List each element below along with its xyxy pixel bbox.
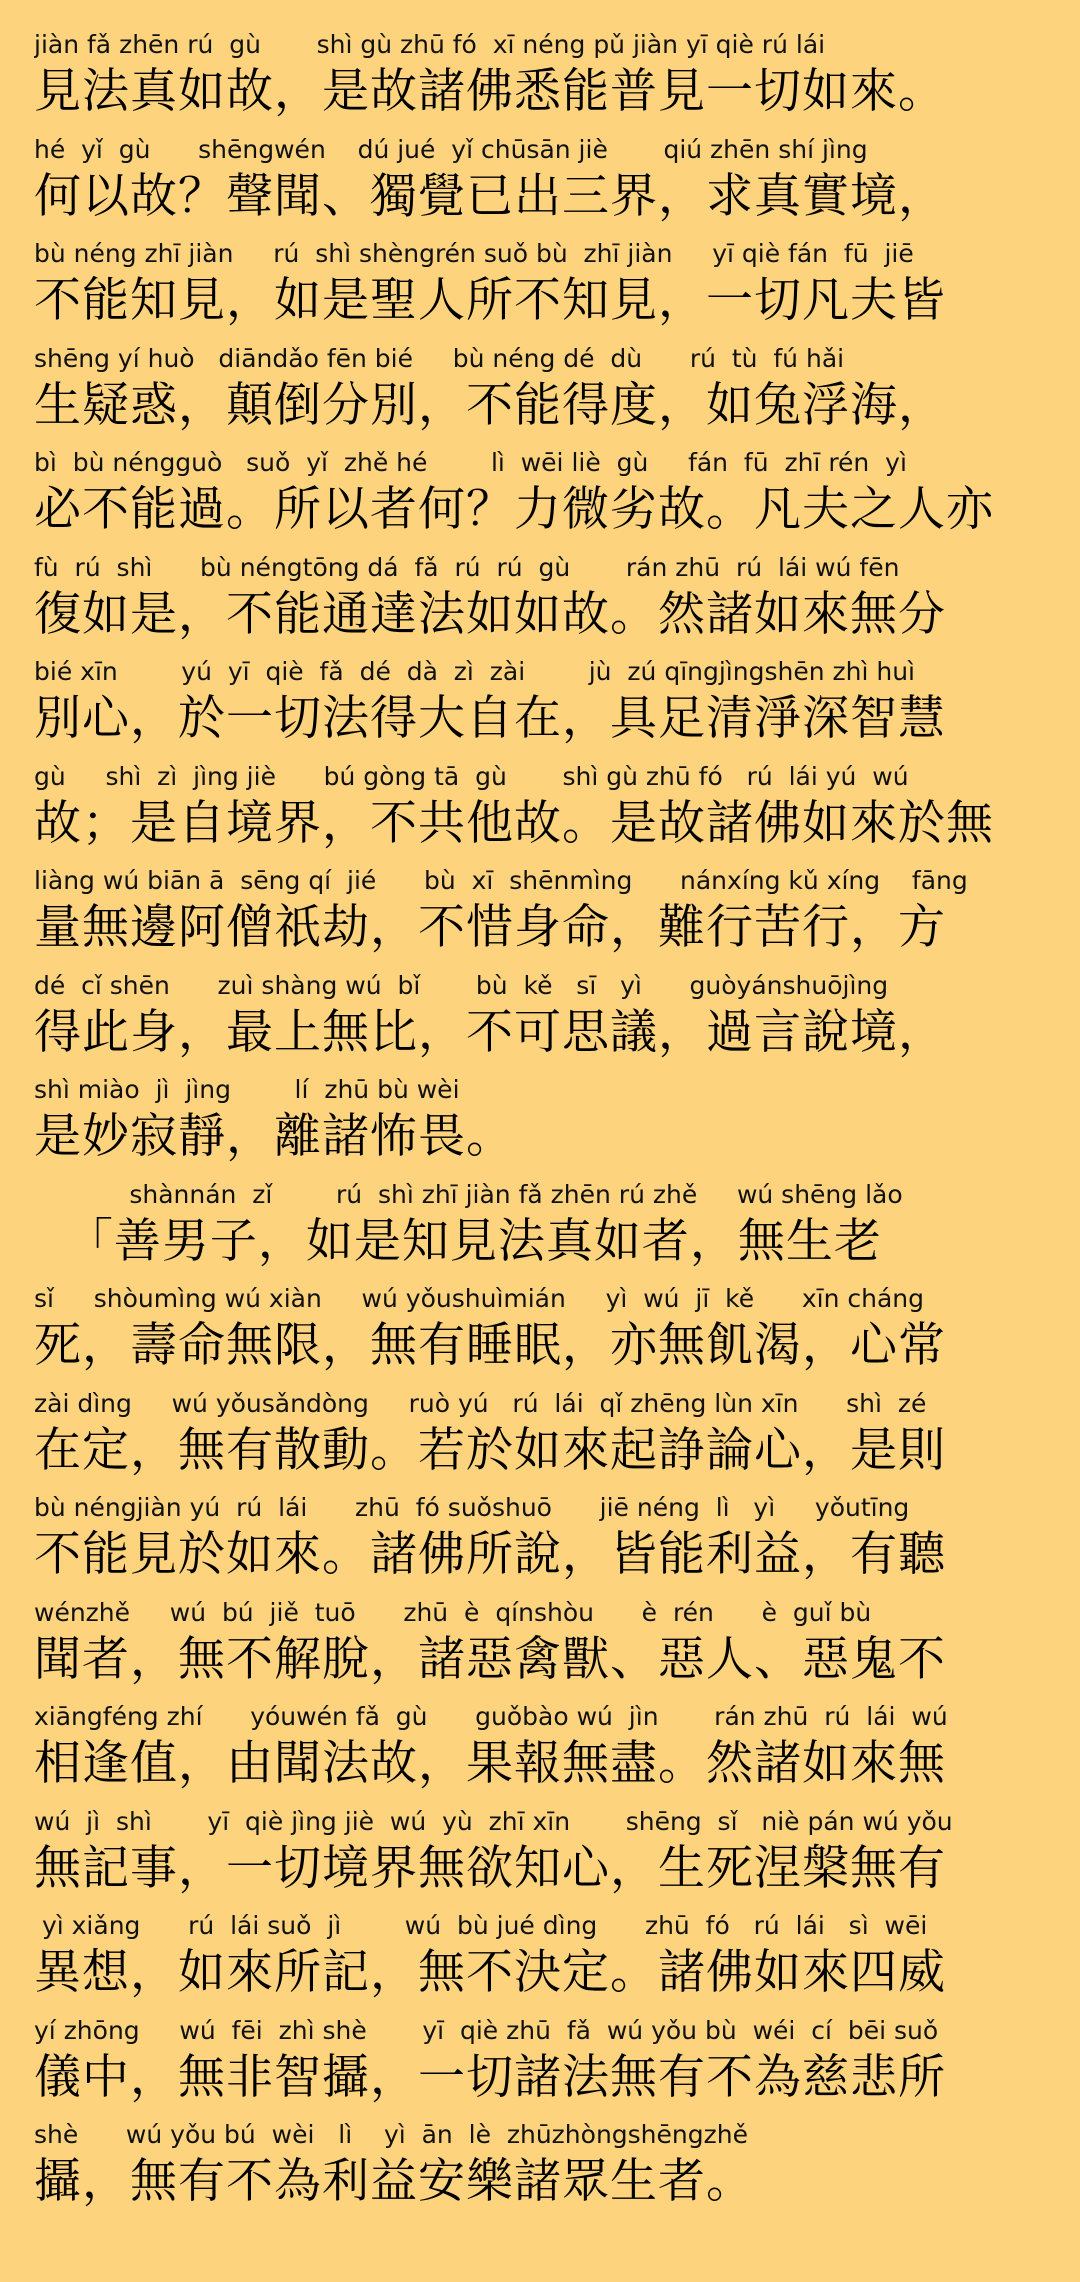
hanzi-row: 是妙寂靜，離諸怖畏。	[34, 1109, 514, 1164]
pinyin-row: shì miào jì jìng lí zhū bù wèi	[34, 1075, 460, 1104]
pinyin-row: sǐ shòumìng wú xiàn wú yǒushuìmián yì wú jī kě xīn cháng	[34, 1284, 924, 1313]
text-line	[34, 1700, 1054, 1805]
hanzi-row: 必不能過。所以者何？力微劣故。凡夫之人亦	[34, 482, 994, 537]
pinyin-row: zài dìng wú yǒusǎndòng ruò yú rú lái qǐ zhēng lùn xīn shì zé	[34, 1388, 927, 1418]
pinyin-row: wú jì shì yī qiè jìng jiè wú yù zhī xīn shēng sǐ niè pán wú yǒu	[34, 1806, 953, 1836]
pinyin-row: shànnán zǐ rú shì zhī jiàn fǎ zhēn rú zhě wú shēng lǎo	[34, 1179, 903, 1209]
text-line	[34, 1909, 1054, 2014]
text-line	[34, 1596, 1054, 1701]
text-line	[34, 1282, 1054, 1387]
hanzi-row: 生疑惑，顛倒分別，不能得度，如兔浮海，	[34, 377, 946, 433]
pinyin-row: shēng yí huò diāndǎo fēn bié bù néng dé dù rú tù fú hǎi	[34, 343, 845, 373]
text-line	[34, 342, 1054, 447]
hanzi-row: 攝，無有不為利益安樂諸眾生者。	[34, 2154, 754, 2209]
text-line	[34, 1178, 1054, 1283]
hanzi-row: 何以故？聲聞、獨覺已出三界，求真實境，	[34, 168, 946, 224]
hanzi-row: 「善男子，如是知見法真如者，無生老	[34, 1213, 882, 1269]
pinyin-row: gù shì zì jìng jiè bú gòng tā gù shì gù zhū fó rú lái yú wú	[34, 761, 909, 791]
pinyin-row: bù néng zhī jiàn rú shì shèngrén suǒ bù zhī jiàn yī qiè fán fū jiē	[34, 239, 914, 268]
pinyin-row: wénzhě wú bú jiě tuō zhū è qínshòu è rén è guǐ bù	[34, 1597, 872, 1627]
hanzi-row: 量無邊阿僧祇劫，不惜身命，難行苦行，方	[34, 900, 946, 955]
text-line	[34, 1073, 1054, 1178]
hanzi-row: 不能見於如來。諸佛所說，皆能利益，有聽	[34, 1527, 946, 1582]
hanzi-row: 死，壽命無限，無有睡眠，亦無飢渴，心常	[34, 1318, 946, 1373]
hanzi-row: 得此身，最上無比，不可思議，過言說境，	[34, 1004, 946, 1060]
hanzi-row: 別心，於一切法得大自在，具足清淨深智慧	[34, 691, 946, 746]
hanzi-row: 復如是，不能通達法如如故。然諸如來無分	[34, 586, 946, 642]
hanzi-row: 見法真如故，是故諸佛悉能普見一切如來。	[34, 64, 946, 119]
text-line	[34, 28, 1054, 133]
text-line	[34, 760, 1054, 865]
text-line	[34, 655, 1054, 760]
hanzi-row: 無記事，一切境界無欲知心，生死涅槃無有	[34, 1840, 946, 1896]
pinyin-row: shè wú yǒu bú wèi lì yì ān lè zhūzhòngshēngzhě	[34, 2120, 748, 2149]
pinyin-row: jiàn fǎ zhēn rú gù shì gù zhū fó xī néng pǔ jiàn yī qiè rú lái	[34, 30, 826, 59]
hanzi-row: 在定，無有散動。若於如來起諍論心，是則	[34, 1422, 946, 1478]
pinyin-row: bié xīn yú yī qiè fǎ dé dà zì zài jù zú qīngjìngshēn zhì huì	[34, 657, 915, 686]
hanzi-row: 故；是自境界，不共他故。是故諸佛如來於無	[34, 795, 994, 851]
text-line	[34, 2014, 1054, 2119]
pinyin-row: bù néngjiàn yú rú lái zhū fó suǒshuō jiē néng lì yì yǒutīng	[34, 1493, 910, 1522]
text-line	[34, 237, 1054, 342]
text-line	[34, 551, 1054, 656]
text-line	[34, 969, 1054, 1074]
text-line	[34, 1805, 1054, 1910]
text-line	[34, 1491, 1054, 1596]
pinyin-row: xiāngféng zhí yóuwén fǎ gù guǒbào wú jìn rán zhū rú lái wú	[34, 1702, 948, 1731]
hanzi-row: 儀中，無非智攝，一切諸法無有不為慈悲所	[34, 2049, 946, 2105]
text-line	[34, 1387, 1054, 1492]
pinyin-row: dé cǐ shēn zuì shàng wú bǐ bù kě sī yì guòyánshuōjìng	[34, 970, 889, 1000]
pinyin-row: yì xiǎng rú lái suǒ jì wú bù jué dìng zhū fó rú lái sì wēi	[34, 1911, 928, 1940]
hanzi-row: 異想，如來所記，無不決定。諸佛如來四威	[34, 1945, 946, 2000]
text-line	[34, 133, 1054, 238]
pinyin-row: hé yǐ gù shēngwén dú jué yǐ chūsān jiè qiú zhēn shí jìng	[34, 134, 868, 164]
hanzi-row: 聞者，無不解脫，諸惡禽獸、惡人、惡鬼不	[34, 1631, 946, 1687]
pinyin-row: fù rú shì bù néngtōng dá fǎ rú rú gù rán zhū rú lái wú fēn	[34, 552, 900, 582]
hanzi-row: 相逢值，由聞法故，果報無盡。然諸如來無	[34, 1736, 946, 1791]
hanzi-row: 不能知見，如是聖人所不知見，一切凡夫皆	[34, 273, 946, 328]
pinyin-row: yí zhōng wú fēi zhì shè yī qiè zhū fǎ wú yǒu bù wéi cí bēi suǒ	[34, 2015, 939, 2045]
pinyin-row: bì bù néngguò suǒ yǐ zhě hé lì wēi liè gù fán fū zhī rén yì	[34, 448, 907, 477]
text-line	[34, 2118, 1054, 2223]
text-line	[34, 446, 1054, 551]
pinyin-row: liàng wú biān ā sēng qí jié bù xī shēnmìng nánxíng kǔ xíng fāng	[34, 866, 968, 895]
text-line	[34, 864, 1054, 969]
